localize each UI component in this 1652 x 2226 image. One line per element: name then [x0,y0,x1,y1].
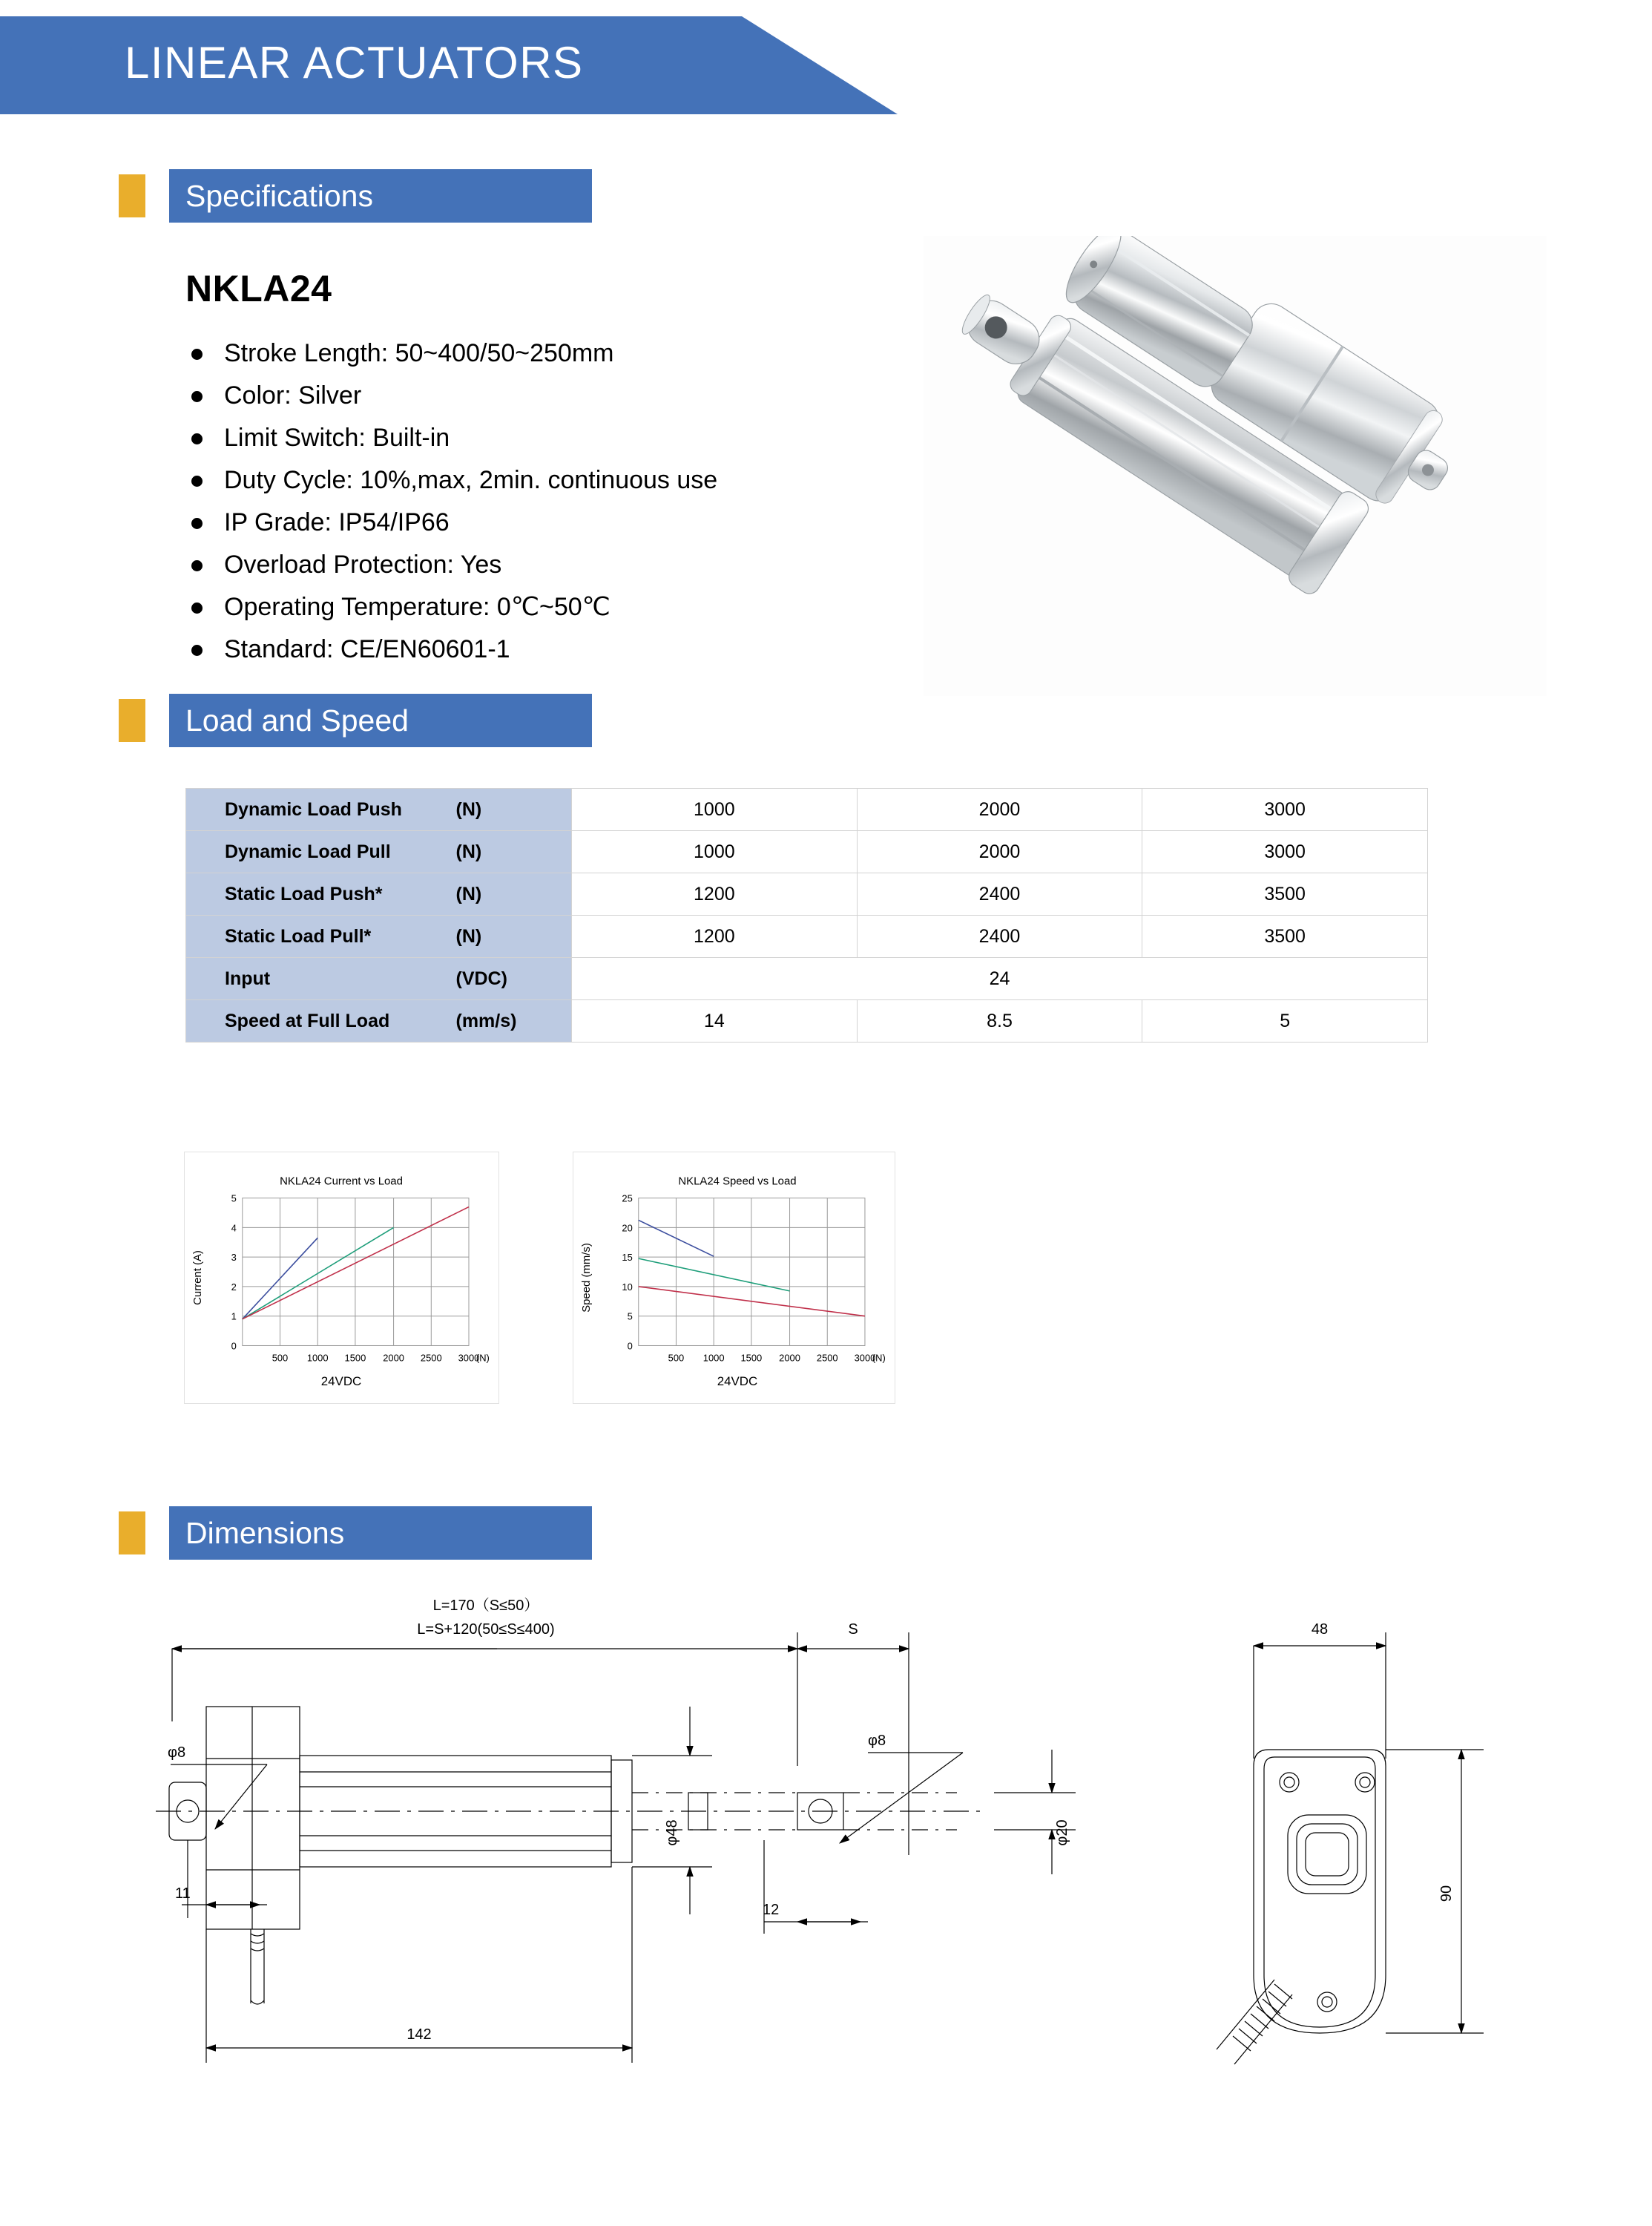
dim-body-length: 142 [407,2026,432,2043]
cell-value: 3500 [1142,916,1428,958]
svg-text:1000: 1000 [702,1352,725,1364]
dim-hole-rear: φ8 [868,1733,886,1749]
section-header-load-and-speed [119,694,592,747]
svg-text:500: 500 [272,1352,289,1364]
section-title-dimensions: Dimensions [169,1506,592,1560]
dimension-drawing [126,1588,1573,2107]
svg-text:1500: 1500 [740,1352,763,1364]
section-title-load-and-speed: Load and Speed [169,694,592,747]
svg-text:25: 25 [622,1192,633,1204]
dim-rod-diameter: φ20 [1054,1819,1070,1846]
section-header-dimensions [119,1506,592,1560]
svg-text:3000: 3000 [854,1352,876,1364]
row-unit: (N) [453,831,572,873]
cell-value: 1200 [572,873,858,916]
list-item: IP Grade: IP54/IP66 [185,502,717,544]
svg-text:20: 20 [622,1222,633,1234]
row-unit: (VDC) [453,958,572,1000]
dim-end-width: 48 [1311,1621,1329,1638]
section-title-specifications: Specifications [169,169,592,223]
svg-text:15: 15 [622,1252,633,1264]
row-unit: (N) [453,789,572,831]
chart-x-ticks [272,1352,490,1363]
specification-list [185,332,717,671]
section-header-specifications [119,169,592,223]
chart-grid [639,1198,865,1346]
chart-current-vs-load [184,1152,499,1404]
dim-length-formula-1: L=170（S≤50） [432,1598,539,1614]
actuator-illustration [924,236,1547,696]
cell-value: 24 [572,958,1428,1000]
svg-text:3000: 3000 [458,1352,480,1364]
series-line-3000n [243,1207,469,1319]
chart-x-axis-label: (N) [872,1352,886,1364]
cell-value: 2400 [857,916,1142,958]
chart-grid [243,1198,469,1346]
section-marker-icon [119,699,145,742]
chart-svg [185,1152,498,1403]
chart-y-ticks [622,1193,632,1352]
row-unit: (N) [453,916,572,958]
row-label: Input [186,958,453,1000]
section-marker-icon [119,1511,145,1554]
cell-value: 2000 [857,831,1142,873]
table-row [186,1000,1428,1043]
list-item: Standard: CE/EN60601-1 [185,628,717,671]
chart-svg [573,1152,895,1403]
dim-stroke-label: S [848,1621,858,1638]
row-unit: (mm/s) [453,1000,572,1043]
dimension-drawing-svg [126,1588,1573,2107]
cell-value: 1000 [572,789,858,831]
table-row [186,789,1428,831]
svg-text:2000: 2000 [779,1352,800,1364]
svg-text:1: 1 [231,1310,237,1322]
row-label: Dynamic Load Push [186,789,453,831]
page-title: LINEAR ACTUATORS [125,38,584,88]
row-label: Dynamic Load Pull [186,831,453,873]
list-item: Stroke Length: 50~400/50~250mm [185,332,717,375]
dim-offset-12: 12 [763,1902,780,1918]
svg-text:4: 4 [231,1222,237,1234]
chart-y-axis-label: Speed (mm/s) [581,1243,593,1313]
row-label: Static Load Push* [186,873,453,916]
cell-value: 5 [1142,1000,1428,1043]
table-row [186,958,1428,1000]
svg-text:2500: 2500 [420,1352,442,1364]
list-item: Limit Switch: Built-in [185,417,717,459]
page-banner [0,16,898,114]
svg-text:1500: 1500 [344,1352,366,1364]
svg-text:10: 10 [622,1281,633,1293]
cell-value: 3000 [1142,789,1428,831]
list-item: Duty Cycle: 10%,max, 2min. continuous use [185,459,717,502]
cell-value: 1200 [572,916,858,958]
cell-value: 3500 [1142,873,1428,916]
load-speed-table [185,788,1428,1043]
chart-x-axis-label: (N) [475,1352,490,1364]
cell-value: 1000 [572,831,858,873]
svg-text:500: 500 [668,1352,685,1364]
chart-title: NKLA24 Speed vs Load [678,1175,797,1188]
cell-value: 3000 [1142,831,1428,873]
chart-x-ticks [668,1352,886,1363]
svg-text:3: 3 [231,1252,237,1264]
dim-length-formula-2: L=S+120(50≤S≤400) [417,1621,555,1638]
dim-hole-front: φ8 [168,1744,186,1761]
table-row [186,916,1428,958]
chart-speed-vs-load [573,1152,895,1404]
table-row [186,831,1428,873]
row-label: Speed at Full Load [186,1000,453,1043]
svg-text:0: 0 [231,1340,237,1352]
table-row [186,873,1428,916]
chart-y-ticks [231,1193,237,1352]
cell-value: 8.5 [857,1000,1142,1043]
dim-body-diameter: φ48 [664,1819,680,1846]
svg-text:5: 5 [627,1310,633,1322]
svg-text:2500: 2500 [816,1352,838,1364]
svg-text:0: 0 [627,1340,633,1352]
chart-y-axis-label: Current (A) [192,1250,205,1305]
list-item: Color: Silver [185,375,717,417]
dim-end-height: 90 [1438,1885,1455,1902]
dim-offset-11: 11 [175,1885,191,1902]
section-marker-icon [119,174,145,217]
cell-value: 2400 [857,873,1142,916]
cell-value: 2000 [857,789,1142,831]
svg-text:1000: 1000 [306,1352,329,1364]
chart-footer: 24VDC [320,1374,362,1389]
list-item: Overload Protection: Yes [185,544,717,586]
cell-value: 14 [572,1000,858,1043]
row-unit: (N) [453,873,572,916]
svg-text:5: 5 [231,1192,237,1204]
chart-series-group [243,1207,469,1319]
model-name: NKLA24 [185,268,332,309]
svg-text:2: 2 [231,1281,237,1293]
product-photo [924,236,1547,696]
svg-text:2000: 2000 [383,1352,404,1364]
chart-title: NKLA24 Current vs Load [280,1175,403,1188]
chart-footer: 24VDC [717,1374,758,1389]
list-item: Operating Temperature: 0℃~50℃ [185,586,717,628]
row-label: Static Load Pull* [186,916,453,958]
